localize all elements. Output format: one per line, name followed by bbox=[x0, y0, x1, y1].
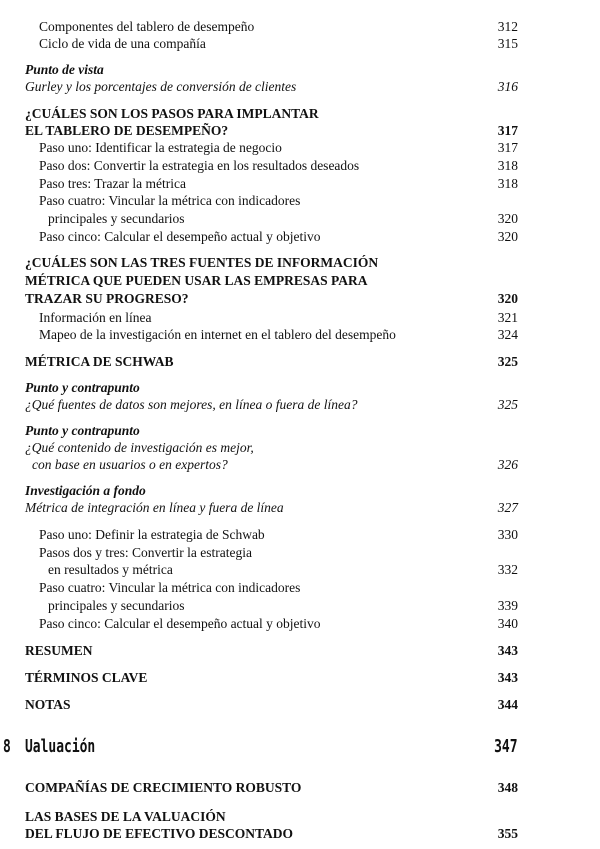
toc-entry bbox=[0, 379, 600, 397]
entry-title: Paso dos: Convertir la estrategia en los resultados deseados bbox=[39, 158, 360, 173]
page-number: 348 bbox=[497, 780, 518, 795]
toc-entry bbox=[0, 105, 600, 123]
entry-title: Métrica de integración en línea y fuera de línea bbox=[25, 500, 284, 515]
page-number: 321 bbox=[497, 310, 518, 325]
entry-title: RESUMEN bbox=[25, 643, 93, 658]
entry-title: COMPAÑÍAS DE CRECIMIENTO ROBUSTO bbox=[25, 780, 302, 795]
chapter-heading bbox=[0, 734, 600, 760]
page-number: 325 bbox=[497, 397, 518, 412]
toc-entry bbox=[0, 192, 600, 210]
entry-title: MÉTRICA DE SCHWAB bbox=[25, 354, 174, 369]
toc-entry bbox=[0, 139, 600, 157]
entry-title: Paso cinco: Calcular el desempeño actual y objetivo bbox=[39, 229, 321, 244]
entry-title: LAS BASES DE LA VALUACIÓN bbox=[25, 809, 226, 824]
entry-title: Mapeo de la investigación en internet en el tablero del desempeño bbox=[39, 327, 396, 342]
page-number: 327 bbox=[497, 500, 518, 515]
toc-entry bbox=[0, 353, 600, 371]
entry-title: en resultados y métrica bbox=[48, 562, 173, 577]
page-number: 317 bbox=[497, 140, 518, 155]
entry-title: NOTAS bbox=[25, 697, 71, 712]
toc-entry bbox=[0, 615, 600, 633]
entry-title: Punto y contrapunto bbox=[25, 423, 140, 438]
entry-title: Ciclo de vida de una compañía bbox=[39, 36, 206, 51]
page-number: 320 bbox=[497, 291, 518, 306]
entry-title: Paso uno: Identificar la estrategia de negocio bbox=[39, 140, 282, 155]
toc-entry bbox=[0, 18, 600, 36]
toc-entry bbox=[0, 526, 600, 544]
entry-title: Paso cuatro: Vincular la métrica con indicadores bbox=[39, 580, 301, 595]
entry-title: EL TABLERO DE DESEMPEÑO? bbox=[25, 123, 229, 138]
entry-title: Pasos dos y tres: Convertir la estrategia bbox=[39, 545, 252, 560]
page-number: 343 bbox=[497, 643, 518, 658]
toc-entry bbox=[0, 422, 600, 440]
toc-entry bbox=[0, 254, 600, 272]
page-number: 318 bbox=[497, 176, 518, 191]
toc-entry bbox=[0, 579, 600, 597]
entry-title: DEL FLUJO DE EFECTIVO DESCONTADO bbox=[25, 826, 294, 841]
entry-title: Investigación a fondo bbox=[25, 483, 146, 498]
entry-title: ¿CUÁLES SON LOS PASOS PARA IMPLANTAR bbox=[25, 106, 319, 121]
page-number: 330 bbox=[497, 527, 518, 542]
page-number: 325 bbox=[497, 354, 518, 369]
toc-entry bbox=[0, 228, 600, 246]
entry-title: Punto de vista bbox=[25, 62, 104, 77]
page-number: 320 bbox=[497, 211, 518, 226]
toc-entry bbox=[0, 779, 600, 797]
page-number: 315 bbox=[497, 36, 518, 51]
toc-entry bbox=[0, 396, 600, 414]
entry-title: principales y secundarios bbox=[48, 598, 185, 613]
page-number: 355 bbox=[497, 826, 518, 841]
page-number: 347 bbox=[494, 736, 518, 757]
entry-title: Ualuación bbox=[25, 736, 96, 757]
page-number: 317 bbox=[497, 123, 518, 138]
toc-entry bbox=[0, 808, 600, 826]
entry-title: TRAZAR SU PROGRESO? bbox=[25, 291, 189, 306]
toc-entry bbox=[0, 456, 600, 474]
toc-entry bbox=[0, 482, 600, 500]
toc-entry bbox=[0, 210, 600, 228]
page-number: 316 bbox=[497, 79, 518, 94]
page-number: 312 bbox=[497, 19, 518, 34]
page-number: 332 bbox=[497, 562, 518, 577]
page-number: 320 bbox=[497, 229, 518, 244]
toc-entry bbox=[0, 326, 600, 344]
page-number: 326 bbox=[497, 457, 518, 472]
toc-entry bbox=[0, 642, 600, 660]
toc-entry bbox=[0, 696, 600, 714]
toc-entry bbox=[0, 825, 600, 843]
toc-entry bbox=[0, 157, 600, 175]
chapter-number: 8 bbox=[3, 736, 11, 757]
entry-title: Gurley y los porcentajes de conversión de clientes bbox=[25, 79, 297, 94]
page-number: 343 bbox=[497, 670, 518, 685]
page-number: 318 bbox=[497, 158, 518, 173]
toc-entry bbox=[0, 561, 600, 579]
entry-title: Punto y contrapunto bbox=[25, 380, 140, 395]
toc-entry bbox=[0, 61, 600, 79]
entry-title: ¿CUÁLES SON LAS TRES FUENTES DE INFORMACIÓN bbox=[25, 255, 379, 270]
toc-entry bbox=[0, 78, 600, 96]
toc-entry bbox=[0, 544, 600, 562]
entry-title: TÉRMINOS CLAVE bbox=[25, 670, 148, 685]
entry-title: Paso cinco: Calcular el desempeño actual y objetivo bbox=[39, 616, 321, 631]
page-number: 324 bbox=[497, 327, 518, 342]
entry-title: con base en usuarios o en expertos? bbox=[32, 457, 228, 472]
page-number: 339 bbox=[497, 598, 518, 613]
entry-title: MÉTRICA QUE PUEDEN USAR LAS EMPRESAS PARA bbox=[25, 273, 368, 288]
entry-title: Paso uno: Definir la estrategia de Schwab bbox=[39, 527, 265, 542]
page-number: 344 bbox=[497, 697, 518, 712]
toc-entry bbox=[0, 290, 600, 308]
toc-entry bbox=[0, 439, 600, 457]
entry-title: Componentes del tablero de desempeño bbox=[39, 19, 255, 34]
entry-title: Paso tres: Trazar la métrica bbox=[39, 176, 186, 191]
entry-title: principales y secundarios bbox=[48, 211, 185, 226]
toc-entry bbox=[0, 499, 600, 517]
toc-entry bbox=[0, 122, 600, 140]
toc-entry bbox=[0, 35, 600, 53]
page-number: 340 bbox=[497, 616, 518, 631]
entry-title: Información en línea bbox=[39, 310, 152, 325]
toc-entry bbox=[0, 272, 600, 290]
entry-title: ¿Qué contenido de investigación es mejor, bbox=[25, 440, 254, 455]
toc-entry bbox=[0, 597, 600, 615]
entry-title: Paso cuatro: Vincular la métrica con indicadores bbox=[39, 193, 301, 208]
entry-title: ¿Qué fuentes de datos son mejores, en línea o fuera de línea? bbox=[25, 397, 358, 412]
toc-entry bbox=[0, 175, 600, 193]
toc-entry bbox=[0, 669, 600, 687]
toc-entry bbox=[0, 309, 600, 327]
